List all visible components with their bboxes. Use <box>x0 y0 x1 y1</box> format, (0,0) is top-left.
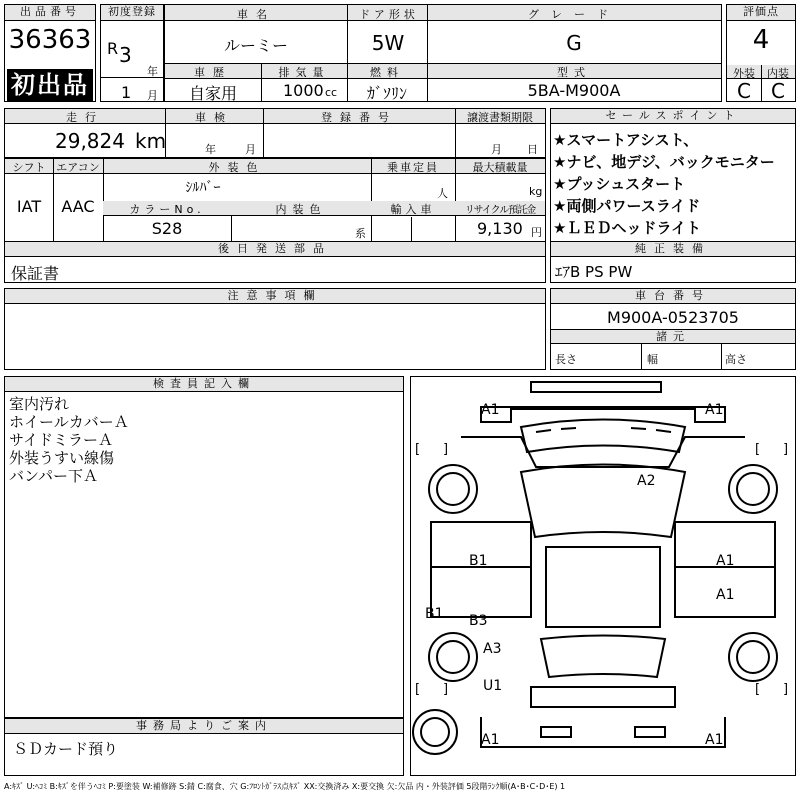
damage-mark: B1 <box>425 606 444 622</box>
damage-mark: A1 <box>481 402 500 418</box>
inspector-note-line: 外装うすい線傷 <box>9 449 115 467</box>
grade-label: グレード <box>528 8 620 21</box>
recycle-unit: 円 <box>531 226 542 239</box>
sales-points-label: セールスポイント <box>551 109 795 124</box>
bracket-open: [ <box>415 682 421 697</box>
sales-points-block <box>550 108 796 242</box>
bracket-close: ] <box>443 442 449 457</box>
chassis-block <box>550 288 796 370</box>
lot-number: 36363 <box>8 25 92 55</box>
capacity-label: 乗車定員 <box>387 161 439 174</box>
damage-mark: A1 <box>481 732 500 748</box>
mileage-row <box>4 108 546 158</box>
era: R <box>107 39 119 58</box>
registration-label: 登録番号 <box>321 111 397 124</box>
reg-month: 1 <box>121 83 132 102</box>
reg-year: 3 <box>119 43 132 67</box>
width-label: 幅 <box>647 353 658 366</box>
recycle-value: 9,130 <box>477 219 523 238</box>
score-value: 4 <box>752 25 770 55</box>
int-color-unit: 系 <box>355 227 366 240</box>
inspection-year-unit: 年 <box>205 143 216 156</box>
sales-point-item: ★スマートアシスト、 <box>553 131 699 149</box>
ext-color-label: 外装色 <box>208 161 266 174</box>
lot-block <box>4 4 96 102</box>
color-no-label: カラーNo. <box>129 203 205 216</box>
damage-mark: B3 <box>469 613 488 629</box>
damage-mark: A3 <box>483 641 502 657</box>
inspector-note-line: ホイールカバーＡ <box>9 413 129 431</box>
inspector-note-line: 室内汚れ <box>9 395 70 413</box>
color-no-value: S28 <box>151 219 183 238</box>
history-value: 自家用 <box>188 84 237 103</box>
door-value: 5W <box>371 31 405 55</box>
deadline-month-unit: 月 <box>491 143 502 156</box>
recycle-label: リサイクル預託金 <box>464 205 536 216</box>
score-label: 評価点 <box>727 5 795 21</box>
shift-label: シフト <box>12 161 46 174</box>
std-equipment-value: ｴｱB PS PW <box>555 263 633 281</box>
damage-mark: A1 <box>705 402 724 418</box>
mileage-value: 29,824 <box>55 129 125 153</box>
inspector-note-line: サイドミラーＡ <box>9 431 113 449</box>
capacity-unit: 人 <box>437 187 448 200</box>
model-value: 5BA-M900A <box>527 81 621 100</box>
model-label: 型式 <box>557 66 591 79</box>
history-label: 車歴 <box>194 66 232 79</box>
mileage-unit: km <box>135 129 167 153</box>
office-label: 事務局よりご案内 <box>5 719 403 734</box>
damage-mark: B1 <box>469 553 488 569</box>
interior-label: 内装 <box>767 67 789 80</box>
import-label: 輸入車 <box>390 203 436 216</box>
sales-point-item: ★ナビ、地デジ、バックモニター <box>553 153 775 171</box>
std-equipment-label: 純正装備 <box>551 242 795 257</box>
later-parts-row <box>4 241 546 283</box>
shift-value: IAT <box>16 197 42 216</box>
office-value: ＳＤカード預り <box>13 740 119 758</box>
bracket-open: [ <box>415 442 421 457</box>
fuel-label: 燃料 <box>370 66 404 79</box>
damage-mark: A1 <box>716 553 735 569</box>
color-row <box>4 158 546 242</box>
displacement-unit: cc <box>325 86 338 99</box>
first-listing-badge: 初出品 <box>7 69 93 101</box>
damage-mark: A1 <box>705 732 724 748</box>
std-equipment-block <box>550 241 796 283</box>
dimensions-label: 諸元 <box>551 329 795 344</box>
year-unit: 年 <box>147 65 158 78</box>
bracket-open: [ <box>755 682 761 697</box>
mileage-label: 走行 <box>66 111 104 124</box>
later-parts-label: 後日発送部品 <box>5 242 545 257</box>
interior-grade: C <box>771 79 785 103</box>
max-load-label: 最大積載量 <box>472 161 528 174</box>
lot-label: 出品番号 <box>5 5 95 21</box>
deadline-day-unit: 日 <box>527 143 538 156</box>
damage-legend: A:ｷｽﾞ U:ﾍｺﾐ B:ｷｽﾞを伴うﾍｺﾐ P:要塗装 W:補修跡 S:錆 C:腐食、穴 G:ﾌﾛﾝﾄｶﾞﾗｽ点ｷｽﾞ XX:交換済み X:要交換 欠:欠品 内・外装評価 5段階ﾗﾝｸ順(A･B･C･D･E) 1 <box>4 782 566 791</box>
inspection-month-unit: 月 <box>245 143 256 156</box>
later-parts-value: 保証書 <box>11 264 60 283</box>
sales-point-item: ★ＬＥＤヘッドライト <box>553 219 701 237</box>
damage-mark: U1 <box>483 678 503 694</box>
inspection-label: 車検 <box>195 111 233 124</box>
bracket-close: ] <box>783 442 789 457</box>
inspector-notes-label: 検査員記入欄 <box>5 377 403 392</box>
first-registration-block <box>100 4 164 102</box>
car-name-value: ルーミー <box>223 36 288 55</box>
grade-value: G <box>566 31 582 55</box>
damage-mark: A1 <box>716 587 735 603</box>
damage-mark: A2 <box>637 473 656 489</box>
sales-point-item: ★プッシュスタート <box>553 175 686 193</box>
month-unit: 月 <box>147 89 158 102</box>
inspector-note-line: バンパー下Ａ <box>9 467 98 485</box>
fuel-value: ｶﾞｿﾘﾝ <box>366 84 407 103</box>
displacement-value: 1000 <box>283 81 324 100</box>
exterior-label: 外装 <box>733 67 755 80</box>
sales-point-item: ★両側パワースライド <box>553 197 701 215</box>
displacement-label: 排気量 <box>278 66 330 79</box>
bracket-close: ] <box>783 682 789 697</box>
bracket-open: [ <box>755 442 761 457</box>
inspector-notes-block <box>4 376 404 718</box>
ext-color-value: ｼﾙﾊﾞｰ <box>185 180 221 196</box>
notes-block <box>4 288 546 370</box>
length-label: 長さ <box>555 353 577 366</box>
transfer-deadline-label: 譲渡書類期限 <box>467 111 533 124</box>
office-block <box>4 718 404 776</box>
first-registration-label: 初度登録 <box>101 5 163 21</box>
score-block <box>726 4 796 102</box>
int-color-label: 内装色 <box>275 203 327 216</box>
notes-label: 注意事項欄 <box>5 289 545 304</box>
bracket-close: ] <box>443 682 449 697</box>
door-label: ドア形状 <box>359 8 419 21</box>
car-outline-diagram <box>411 377 795 775</box>
car-name-label: 車名 <box>237 8 275 21</box>
spec-band <box>164 63 722 102</box>
chassis-number: M900A-0523705 <box>607 308 739 327</box>
vehicle-diagram <box>410 376 796 776</box>
exterior-grade: C <box>737 79 751 103</box>
aircon-label: エアコン <box>56 161 100 174</box>
max-load-unit: kg <box>529 185 543 198</box>
car-name-band <box>164 4 722 64</box>
height-label: 高さ <box>725 353 747 366</box>
chassis-label: 車台番号 <box>551 289 795 304</box>
aircon-value: AAC <box>61 197 95 216</box>
